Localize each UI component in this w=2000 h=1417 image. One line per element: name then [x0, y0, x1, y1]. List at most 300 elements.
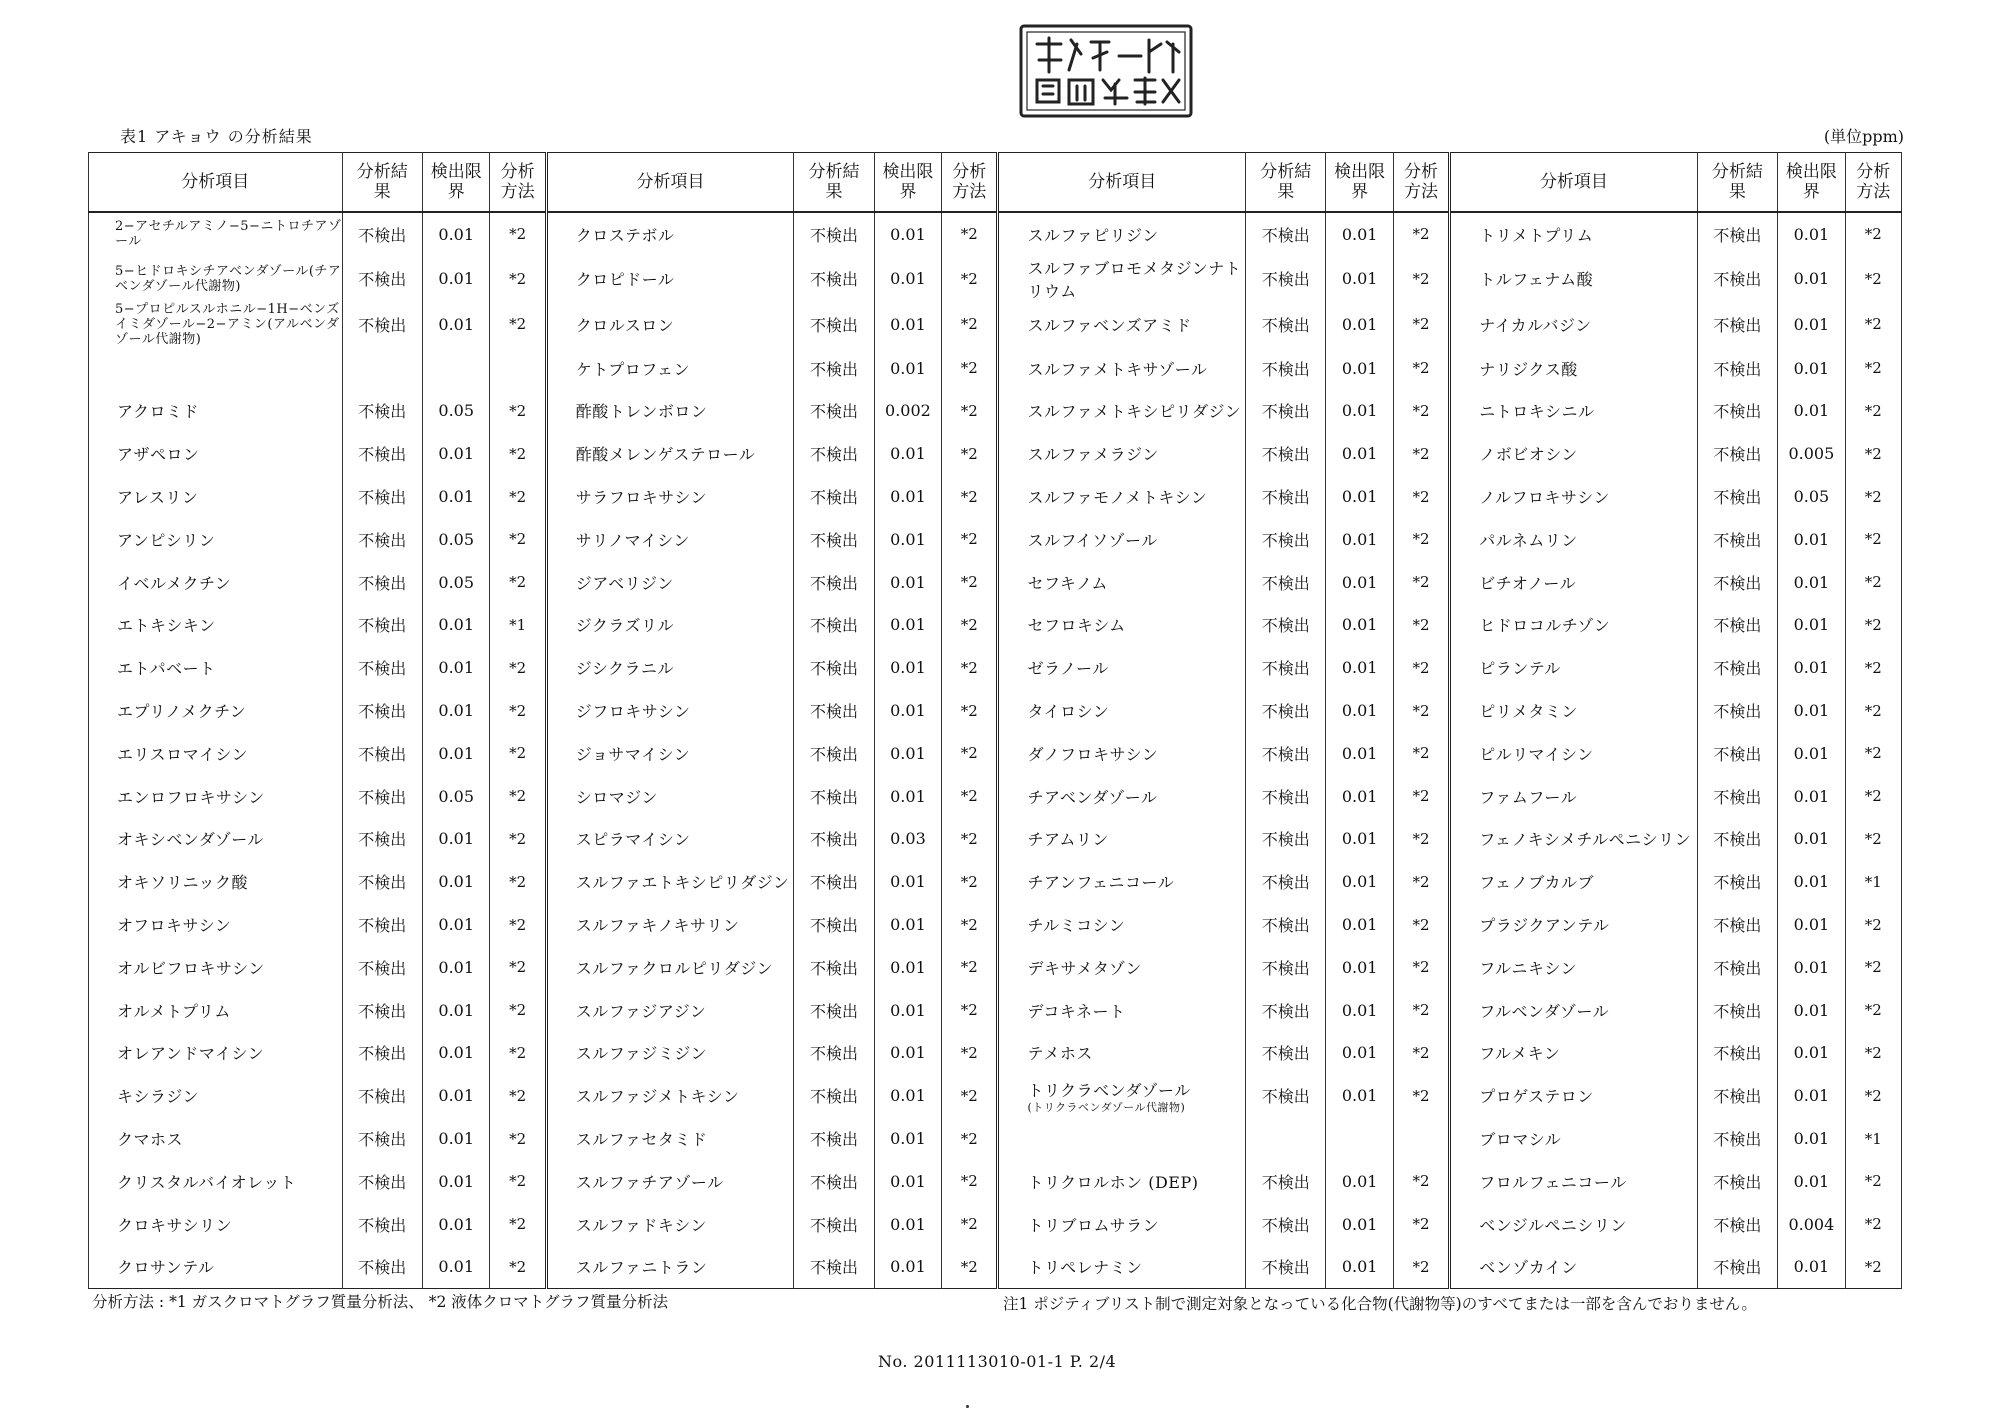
result-cell-text: 不検出 [1713, 530, 1762, 550]
method-cell-text: *2 [960, 787, 978, 806]
item-name-text: ヒドロコルチゾン [1479, 616, 1611, 636]
limit-cell [1778, 518, 1845, 561]
limit-cell [1778, 689, 1845, 732]
limit-cell [1778, 475, 1845, 518]
limit-cell-text: 0.01 [1341, 572, 1378, 592]
method-cell [490, 432, 546, 475]
method-cell-text: *2 [960, 530, 978, 549]
limit-cell-text: 0.05 [438, 786, 475, 806]
limit-cell-text: 0.01 [890, 224, 926, 244]
item-name-text: オフロキサシン [117, 916, 232, 936]
limit-cell-text: 0.01 [1793, 314, 1830, 334]
method-cell-text: *2 [1412, 444, 1430, 463]
limit-cell [423, 302, 490, 347]
result-cell-text: 不検出 [358, 270, 407, 290]
result-cell [794, 604, 874, 647]
item-name-text: 5−プロピルスルホニル−1H−ベンズイミダゾール−2−アミン(アルベンダゾール代謝物) [115, 301, 340, 347]
method-cell [1845, 390, 1901, 433]
result-cell-text: 不検出 [809, 402, 858, 422]
limit-cell-text: 0.01 [890, 872, 926, 892]
result-cell [342, 212, 422, 256]
limit-cell-text: 0.01 [890, 658, 926, 678]
limit-cell [874, 561, 941, 604]
result-cell [794, 903, 874, 946]
limit-cell-text: 0.01 [890, 701, 926, 721]
method-cell [942, 818, 998, 861]
item-name [1450, 604, 1698, 647]
method-cell-text: *2 [1864, 487, 1882, 506]
header-item: 分析項目 [1450, 153, 1698, 213]
method-cell-text: *2 [1864, 444, 1882, 463]
limit-cell [423, 1246, 490, 1289]
limit-cell-text: 0.01 [1341, 957, 1378, 977]
method-cell [1393, 256, 1449, 302]
header-limit: 検出限界 [874, 153, 941, 213]
result-cell-text: 不検出 [809, 787, 858, 807]
method-cell-text: *2 [1412, 487, 1430, 506]
limit-cell [874, 212, 941, 256]
method-cell-text: *2 [1412, 915, 1430, 934]
result-cell [1245, 646, 1325, 689]
result-cell [794, 946, 874, 989]
item-name [89, 1117, 343, 1160]
limit-cell [1326, 475, 1393, 518]
method-cell-text: *2 [1864, 573, 1882, 592]
item-name [546, 818, 794, 861]
result-cell-text: 不検出 [358, 225, 407, 245]
method-cell-text: *2 [1412, 1257, 1430, 1276]
item-name-text: チアベンダゾール [1027, 787, 1158, 807]
method-cell-text: *2 [1412, 744, 1430, 763]
method-cell-text: *2 [1412, 1215, 1430, 1234]
limit-cell-text: 0.01 [1793, 572, 1830, 592]
method-cell [490, 212, 546, 256]
item-name [546, 860, 794, 903]
method-cell [490, 818, 546, 861]
limit-cell [1778, 646, 1845, 689]
result-cell [794, 989, 874, 1032]
limit-cell [1326, 1032, 1393, 1075]
item-name [998, 1246, 1246, 1289]
result-cell [794, 518, 874, 561]
item-name-text: フェノキシメチルペニシリン [1479, 830, 1692, 850]
table-row [89, 432, 1902, 475]
item-name [1450, 212, 1698, 256]
result-cell-text: 不検出 [1261, 225, 1310, 245]
result-cell [342, 432, 422, 475]
item-name [546, 946, 794, 989]
method-cell [1393, 1203, 1449, 1246]
result-cell [1245, 946, 1325, 989]
result-cell-text: 不検出 [809, 744, 858, 764]
limit-cell-text: 0.01 [1341, 1214, 1378, 1234]
item-name [998, 1032, 1246, 1075]
method-cell [942, 1160, 998, 1203]
result-cell-text: 不検出 [1713, 359, 1762, 379]
item-name [89, 518, 343, 561]
method-cell-text: *2 [1864, 1172, 1882, 1191]
item-name [998, 818, 1246, 861]
item-name [1450, 689, 1698, 732]
item-name-text: スピラマイシン [575, 830, 691, 850]
method-cell-text: *2 [509, 530, 527, 549]
limit-cell [423, 1074, 490, 1117]
result-cell [1697, 302, 1777, 347]
limit-cell [1326, 1246, 1393, 1289]
item-name [998, 946, 1246, 989]
result-cell [794, 1074, 874, 1117]
result-cell [1697, 347, 1777, 390]
result-cell [342, 347, 422, 390]
limit-cell-text: 0.01 [1793, 269, 1830, 289]
item-name [998, 256, 1246, 302]
result-cell [1245, 302, 1325, 347]
item-name [1450, 390, 1698, 433]
limit-cell-text: 0.01 [1341, 1257, 1378, 1277]
limit-cell-text: 0.01 [890, 743, 926, 763]
item-name [1450, 1160, 1698, 1203]
method-cell [942, 860, 998, 903]
method-cell [490, 302, 546, 347]
item-name [998, 775, 1246, 818]
method-cell [1393, 347, 1449, 390]
header-item: 分析項目 [89, 153, 343, 213]
result-cell [1697, 212, 1777, 256]
item-name [89, 604, 343, 647]
limit-cell [423, 390, 490, 433]
limit-cell [1326, 989, 1393, 1032]
limit-cell-text: 0.01 [1341, 615, 1378, 635]
method-cell [1845, 1117, 1901, 1160]
limit-cell-text: 0.01 [1341, 314, 1378, 334]
item-name [89, 1074, 343, 1117]
result-cell-text: 不検出 [1713, 573, 1762, 593]
method-cell-text: *2 [509, 487, 527, 506]
method-cell [1845, 1160, 1901, 1203]
method-cell-text: *2 [509, 1172, 527, 1191]
item-name [89, 903, 343, 946]
method-cell-text: *2 [960, 269, 978, 288]
limit-cell-text: 0.01 [1793, 1043, 1830, 1063]
header-limit: 検出限界 [423, 153, 490, 213]
result-cell-text: 不検出 [358, 958, 407, 978]
item-name-text: エトキシキン [117, 616, 216, 636]
limit-cell-text: 0.01 [438, 615, 475, 635]
limit-cell-text: 0.01 [438, 957, 475, 977]
item-name [998, 390, 1246, 433]
result-cell-text: 不検出 [1261, 445, 1310, 465]
result-cell-text: 不検出 [809, 1001, 858, 1021]
method-cell [1393, 475, 1449, 518]
result-cell-text: 不検出 [809, 1172, 858, 1192]
document-number-page: No. 2011113010-01-1 P. 2/4 [878, 1352, 1117, 1371]
result-cell-text: 不検出 [1261, 530, 1310, 550]
table-row [89, 646, 1902, 689]
item-name [546, 1117, 794, 1160]
limit-cell [874, 475, 941, 518]
result-cell [1245, 212, 1325, 256]
method-cell [942, 432, 998, 475]
method-cell-text: *2 [1412, 958, 1430, 977]
item-name-text: パルネムリン [1479, 530, 1578, 550]
result-cell [342, 1246, 422, 1289]
method-cell [1393, 775, 1449, 818]
limit-cell [874, 256, 941, 302]
method-cell-text: *2 [960, 1215, 978, 1234]
method-cell-text: *2 [960, 359, 978, 378]
result-cell-text: 不検出 [809, 488, 858, 508]
limit-cell [1778, 256, 1845, 302]
result-cell [342, 689, 422, 732]
method-cell [1393, 1117, 1449, 1160]
item-name [89, 256, 343, 302]
result-cell [794, 432, 874, 475]
table-header [89, 153, 1902, 213]
limit-cell [1326, 1203, 1393, 1246]
method-cell [1845, 775, 1901, 818]
method-cell [1845, 432, 1901, 475]
method-cell [1393, 946, 1449, 989]
limit-cell-text: 0.01 [438, 1000, 475, 1020]
result-cell-text: 不検出 [1261, 1001, 1310, 1021]
result-cell [342, 860, 422, 903]
result-cell [794, 689, 874, 732]
result-cell-text: 不検出 [809, 1215, 858, 1235]
result-cell [1245, 818, 1325, 861]
item-name-text: テメホス [1027, 1044, 1093, 1064]
result-cell-text: 不検出 [358, 873, 407, 893]
result-cell [1245, 604, 1325, 647]
result-cell [1245, 903, 1325, 946]
limit-cell [423, 1032, 490, 1075]
item-name [998, 475, 1246, 518]
method-cell [1845, 818, 1901, 861]
limit-cell-text: 0.01 [1341, 786, 1378, 806]
result-cell-text: 不検出 [358, 744, 407, 764]
method-cell-text: *2 [960, 829, 978, 848]
result-cell-text: 不検出 [358, 1130, 407, 1150]
result-cell [1697, 903, 1777, 946]
limit-cell [1778, 604, 1845, 647]
limit-cell-text: 0.01 [438, 829, 475, 849]
limit-cell-text: 0.01 [1341, 401, 1378, 421]
item-name [998, 1117, 1246, 1160]
result-cell-text: 不検出 [1713, 787, 1762, 807]
method-cell-text: *2 [960, 1086, 978, 1105]
item-name-text: デキサメタゾン [1027, 958, 1142, 978]
item-name-text: オレアンドマイシン [117, 1044, 265, 1064]
method-cell-text: *2 [960, 444, 978, 463]
result-cell [1245, 518, 1325, 561]
result-cell [794, 775, 874, 818]
item-name-text: クロキサシリン [117, 1215, 233, 1235]
item-name-text: タイロシン [1027, 702, 1110, 722]
item-name [89, 689, 343, 732]
limit-cell-text: 0.01 [1793, 224, 1830, 244]
item-name [1450, 256, 1698, 302]
limit-cell-text: 0.01 [1793, 615, 1830, 635]
result-cell-text: 不検出 [1713, 659, 1762, 679]
method-cell [942, 475, 998, 518]
item-name-text: ダノフロキサシン [1027, 744, 1159, 764]
item-name [546, 1160, 794, 1203]
table-row [89, 604, 1902, 647]
table-row [89, 860, 1902, 903]
item-name-text: ノルフロキサシン [1479, 488, 1610, 508]
method-cell-text: *2 [1412, 1172, 1430, 1191]
limit-cell-text: 0.01 [890, 615, 926, 635]
result-cell [794, 256, 874, 302]
method-cell-text: *2 [960, 615, 978, 634]
item-name-text: スルファクロルピリダジン [575, 958, 774, 978]
item-name-text: ジフロキサシン [575, 702, 691, 722]
item-name [998, 604, 1246, 647]
method-cell [1845, 689, 1901, 732]
item-name-text: ジシクラニル [575, 659, 675, 679]
item-name [89, 347, 343, 390]
method-cell [1393, 1074, 1449, 1117]
method-cell [942, 390, 998, 433]
item-name [1450, 860, 1698, 903]
limit-cell [1326, 561, 1393, 604]
limit-cell-text: 0.01 [890, 957, 926, 977]
result-cell-text: 不検出 [809, 702, 858, 722]
item-name [546, 390, 794, 433]
result-cell [794, 732, 874, 775]
method-cell [1845, 212, 1901, 256]
item-name [1450, 732, 1698, 775]
table-row [89, 390, 1902, 433]
limit-cell-text: 0.01 [1793, 1000, 1830, 1020]
result-cell [342, 475, 422, 518]
result-cell-text: 不検出 [1713, 445, 1762, 465]
limit-cell [423, 475, 490, 518]
result-cell [794, 475, 874, 518]
result-cell [1697, 689, 1777, 732]
limit-cell [423, 775, 490, 818]
limit-cell [874, 432, 941, 475]
item-name [546, 518, 794, 561]
limit-cell-text: 0.01 [890, 915, 926, 935]
limit-cell-text: 0.01 [1793, 743, 1830, 763]
limit-cell-text: 0.01 [1341, 701, 1378, 721]
limit-cell [423, 860, 490, 903]
method-cell-text: *2 [1412, 225, 1430, 244]
method-cell [1393, 518, 1449, 561]
result-cell-text: 不検出 [1261, 359, 1310, 379]
method-cell-text: *2 [1864, 1001, 1882, 1020]
result-cell-text: 不検出 [1261, 616, 1310, 636]
item-name [546, 1074, 794, 1117]
item-name-text: シロマジン [575, 787, 658, 807]
method-cell [942, 347, 998, 390]
limit-cell [1778, 390, 1845, 433]
method-cell [1845, 347, 1901, 390]
result-cell [342, 646, 422, 689]
result-cell-text: 不検出 [1713, 270, 1762, 290]
table-row [89, 989, 1902, 1032]
item-name-text: キシラジン [117, 1087, 199, 1107]
method-cell-text: *1 [509, 615, 527, 634]
method-cell [1845, 475, 1901, 518]
limit-cell-text: 0.01 [1341, 224, 1378, 244]
item-name-text: フルメキン [1479, 1044, 1561, 1064]
method-cell-text: *2 [1864, 1215, 1882, 1234]
limit-cell-text: 0.01 [1341, 444, 1378, 464]
item-name-text: フロルフェニコール [1479, 1172, 1627, 1192]
method-cell [942, 256, 998, 302]
method-cell [490, 1203, 546, 1246]
result-cell [1697, 946, 1777, 989]
item-name [546, 775, 794, 818]
result-cell [1697, 1074, 1777, 1117]
limit-cell-text: 0.05 [1793, 487, 1830, 507]
item-name-text: スルファエトキシピリダジン [575, 873, 790, 893]
limit-cell-text: 0.01 [1793, 829, 1830, 849]
item-name-text: トリクロルホン (DEP) [1027, 1172, 1199, 1192]
result-cell-text: 不検出 [1261, 659, 1310, 679]
result-cell-text: 不検出 [1713, 1044, 1762, 1064]
unit-label: (単位ppm) [1823, 127, 1904, 146]
item-name-text: ナリジクス酸 [1479, 359, 1578, 379]
limit-cell [1778, 732, 1845, 775]
result-cell-text: 不検出 [809, 1130, 858, 1150]
limit-cell [423, 347, 490, 390]
limit-cell-text: 0.03 [890, 829, 926, 849]
limit-cell-text: 0.01 [890, 1214, 926, 1234]
result-cell-text: 不検出 [809, 1258, 858, 1278]
table-row [89, 302, 1902, 347]
result-cell [342, 1074, 422, 1117]
method-cell [1393, 818, 1449, 861]
method-cell [1393, 732, 1449, 775]
limit-cell-text: 0.005 [1788, 444, 1835, 464]
item-name [89, 732, 343, 775]
result-cell-text: 不検出 [1713, 1215, 1762, 1235]
limit-cell-text: 0.01 [1341, 1000, 1378, 1020]
item-name-text: トリクラベンダゾール [1027, 1080, 1191, 1100]
item-name-text: スルファジメトキシン [575, 1087, 740, 1107]
limit-cell-text: 0.01 [1341, 1043, 1378, 1063]
method-cell [490, 732, 546, 775]
method-cell [942, 1032, 998, 1075]
method-cell [942, 646, 998, 689]
limit-cell [874, 390, 941, 433]
result-cell [1697, 818, 1777, 861]
result-cell [342, 903, 422, 946]
item-name [998, 1160, 1246, 1203]
limit-cell-text: 0.01 [438, 701, 475, 721]
item-name [89, 775, 343, 818]
method-cell [1393, 1246, 1449, 1289]
limit-cell [423, 561, 490, 604]
limit-cell [1326, 390, 1393, 433]
result-cell [342, 989, 422, 1032]
table-row [89, 689, 1902, 732]
item-name [1450, 561, 1698, 604]
limit-cell [1326, 1160, 1393, 1203]
item-name-text: スルファキノキサリン [575, 916, 740, 936]
limit-cell [1778, 432, 1845, 475]
result-cell-text: 不検出 [358, 1215, 407, 1235]
item-name-text: ファムフール [1479, 787, 1578, 807]
table-row [89, 818, 1902, 861]
result-cell-text: 不検出 [358, 616, 407, 636]
item-name-text: スルファメトキシピリダジン [1027, 402, 1242, 422]
method-cell [490, 689, 546, 732]
limit-cell [874, 646, 941, 689]
method-cell-text: *2 [1864, 1043, 1882, 1062]
